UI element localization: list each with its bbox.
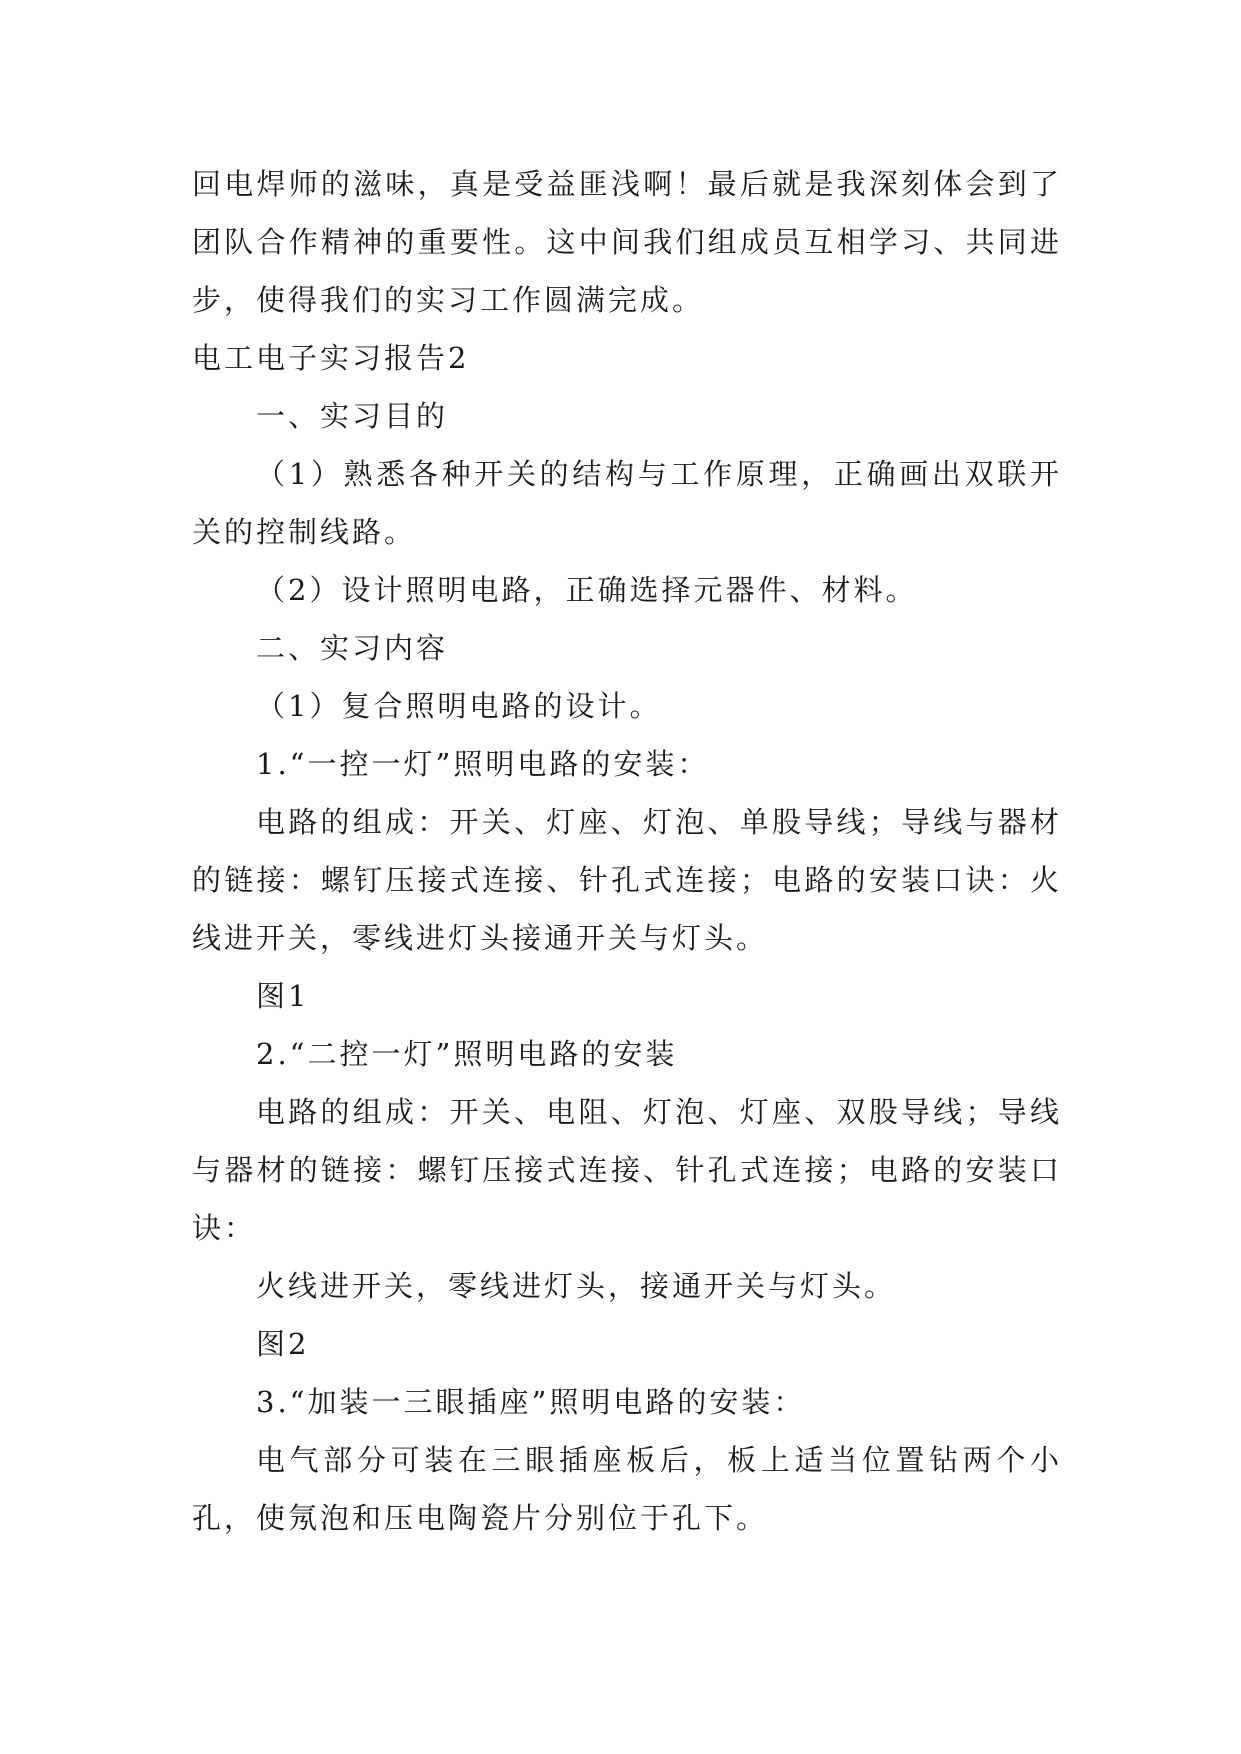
paragraph: （2）设计照明电路，正确选择元器件、材料。 xyxy=(256,573,918,607)
paragraph: 电气部分可装在三眼插座板后，板上适当位置钻两个小孔，使氖泡和压电陶瓷片分别位于孔下。 xyxy=(192,1443,1062,1535)
section-heading: 二、实习内容 xyxy=(256,631,449,665)
section-title: 电工电子实习报告2 xyxy=(192,341,470,375)
paragraph: 2.“二控一灯”照明电路的安装 xyxy=(256,1037,678,1071)
paragraph: （1）复合照明电路的设计。 xyxy=(256,689,662,723)
document-body xyxy=(192,155,1062,1547)
paragraph: （1）熟悉各种开关的结构与工作原理，正确画出双联开关的控制线路。 xyxy=(192,457,1062,549)
paragraph: 回电焊师的滋味，真是受益匪浅啊！最后就是我深刻体会到了团队合作精神的重要性。这中间我们组成员互相学习、共同进步，使得我们的实习工作圆满完成。 xyxy=(192,167,1062,317)
section-heading: 一、实习目的 xyxy=(256,399,449,433)
figure-label: 图2 xyxy=(256,1327,310,1361)
paragraph: 3.“加装一三眼插座”照明电路的安装： xyxy=(256,1385,806,1419)
paragraph: 1.“一控一灯”照明电路的安装： xyxy=(256,747,710,781)
paragraph: 电路的组成：开关、电阻、灯泡、灯座、双股导线；导线与器材的链接：螺钉压接式连接、针孔式连接；电路的安装口诀： xyxy=(192,1095,1062,1245)
paragraph: 火线进开关，零线进灯头，接通开关与灯头。 xyxy=(256,1269,897,1303)
figure-label: 图1 xyxy=(256,979,310,1013)
paragraph: 电路的组成：开关、灯座、灯泡、单股导线；导线与器材的链接：螺钉压接式连接、针孔式连接；电路的安装口诀：火线进开关，零线进灯头接通开关与灯头。 xyxy=(192,805,1062,955)
